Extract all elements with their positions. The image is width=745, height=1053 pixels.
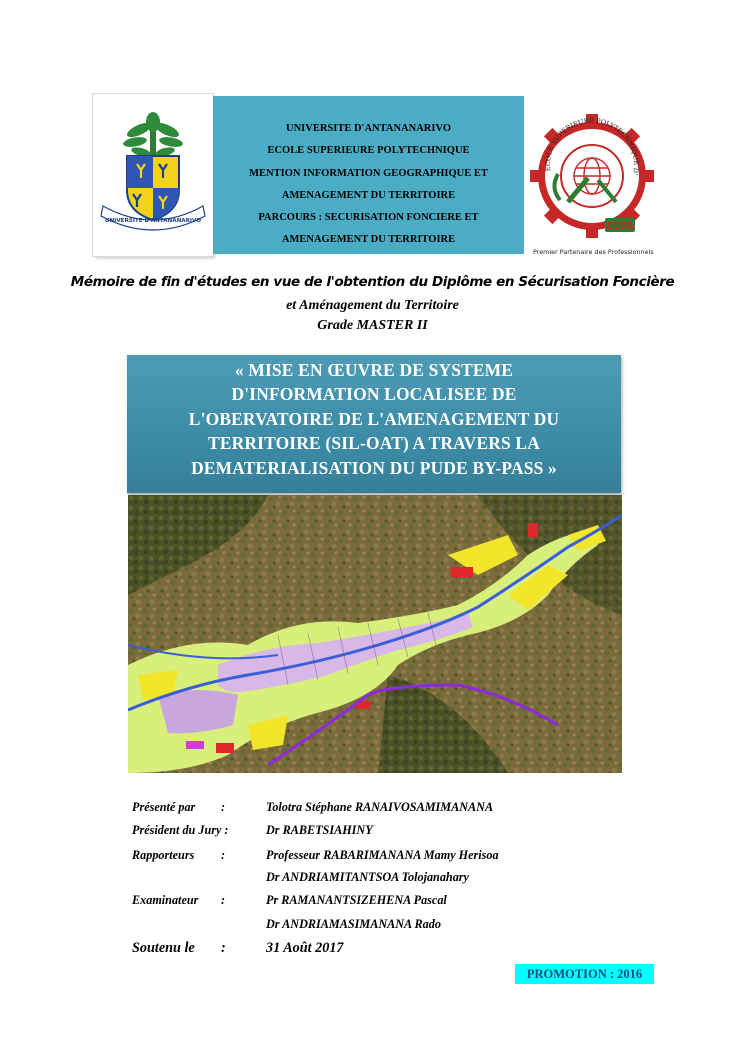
thesis-title <box>127 358 621 480</box>
memoire-heading-continued: et Aménagement du Territoire <box>286 298 459 313</box>
jury-name: Dr RABETSIAHINY <box>266 823 373 837</box>
jury-name: Professeur RABARIMANANA Mamy Herisoa <box>266 848 499 862</box>
jury-role: Présenté par <box>132 800 196 814</box>
jury-name: Pr RAMANANTSIZEHENA Pascal <box>266 893 447 907</box>
svg-text:ESPA: ESPA <box>605 221 635 232</box>
memoire-heading: Mémoire de fin d'études en vue de l'obtention du Diplôme en Sécurisation Foncière <box>70 274 675 290</box>
jury-role: Président du Jury : <box>132 823 229 837</box>
institution-line: PARCOURS : SECURISATION FONCIERE ET <box>258 212 479 224</box>
thesis-title-line: L'OBERVATOIRE DE L'AMENAGEMENT DU <box>188 408 560 429</box>
jury-separator: : <box>221 800 226 814</box>
institution-line: AMENAGEMENT DU TERRITOIRE <box>281 234 456 246</box>
jury-name: 31 Août 2017 <box>266 940 344 956</box>
satellite-land-use-map <box>128 495 622 773</box>
satellite-land-use-map-icon <box>128 495 622 773</box>
grade-label: Grade MASTER II <box>317 318 428 333</box>
thesis-title-line: DEMATERIALISATION DU PUDE BY-PASS » <box>191 457 557 478</box>
institution-line: ECOLE SUPERIEURE POLYTECHNIQUE <box>267 145 470 157</box>
jury-separator: : <box>221 848 226 862</box>
jury-role: Rapporteurs <box>132 848 195 862</box>
svg-text:UNIVERSITE D'ANTANANARIVO: UNIVERSITE D'ANTANANARIVO <box>105 218 201 224</box>
thesis-title-line: « MISE EN ŒUVRE DE SYSTEME <box>234 360 514 380</box>
institution-line: MENTION INFORMATION GEOGRAPHIQUE ET <box>249 167 488 179</box>
institution-line: UNIVERSITE D'ANTANANARIVO <box>286 123 451 134</box>
university-logo <box>93 94 213 256</box>
institution-line: AMENAGEMENT DU TERRITOIRE <box>281 189 456 201</box>
institution-block <box>213 118 524 252</box>
svg-text:Premier Partenaire des Profess: Premier Partenaire des Professionnels <box>533 248 654 256</box>
jury-separator: : <box>221 893 226 907</box>
promotion-badge: PROMOTION : 2016 <box>515 964 654 984</box>
jury-role: Examinateur <box>132 893 199 907</box>
jury-name: Dr ANDRIAMASIMANANA Rado <box>266 917 441 931</box>
thesis-title-line: TERRITOIRE (SIL-OAT) A TRAVERS LA <box>208 433 540 454</box>
jury-name: Tolotra Stéphane RANAIVOSAMIMANANA <box>266 800 494 814</box>
university-crest-icon <box>93 94 213 256</box>
svg-text:ECOLE SUPERIEURE POLYTECHNIQUE: ECOLE SUPERIEURE POLYTECHNIQUE D' <box>543 116 641 176</box>
espa-logo <box>529 100 654 260</box>
jury-separator: : <box>221 940 226 956</box>
thesis-title-line: D'INFORMATION LOCALISEE DE <box>231 384 517 405</box>
jury-name: Dr ANDRIAMITANTSOA Tolojanahary <box>266 870 469 884</box>
jury-role: Soutenu le <box>132 940 195 956</box>
espa-gear-logo-icon <box>529 100 654 260</box>
